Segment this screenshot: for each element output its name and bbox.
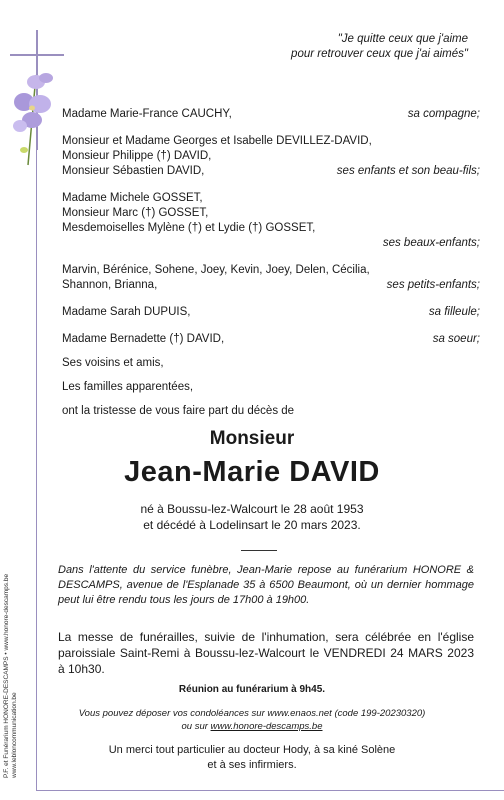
condolences bbox=[0, 707, 504, 733]
condolences-line-1: Vous pouvez déposer vos condoléances sur www.enaos.net (code 199-20230320) bbox=[78, 708, 426, 719]
sidebar-line-2: www.lebloncommunication.be bbox=[11, 692, 18, 778]
thanks-line-1: Un merci tout particulier au docteur Hody, à sa kiné Solène bbox=[108, 744, 396, 756]
mourner-name: Monsieur et Madame Georges et Isabelle DEVILLEZ-DAVID, bbox=[62, 135, 372, 147]
quote-line-1: "Je quitte ceux que j'aime bbox=[337, 33, 468, 45]
mourner-row bbox=[62, 149, 480, 164]
sidebar-credits bbox=[3, 574, 19, 778]
mourner-row bbox=[62, 134, 480, 149]
birth-line: né à Boussu-lez-Walcourt le 28 août 1953 bbox=[140, 502, 364, 516]
title: Monsieur bbox=[209, 428, 295, 449]
sidebar-line-1: P.F. et Funérarium HONORE-DESCAMPS • www.honore-descamps.be bbox=[3, 573, 10, 778]
mourner-name: Mesdemoiselles Mylène (†) et Lydie (†) GOSSET, bbox=[62, 222, 316, 234]
condolences-line-2 bbox=[0, 720, 504, 733]
funeral-home-paragraph: Dans l'attente du service funèbre, Jean-Marie repose au funérarium HONORE & DESCAMPS, avenue de l'Esplanade 35 à 6500 Beaumont, où un dernier hommage peut lui être rendu tous les jours de 17h00 à 19h00. bbox=[58, 564, 474, 606]
announce-line: ont la tristesse de vous faire part du décès de bbox=[62, 405, 295, 417]
mourner-row bbox=[62, 221, 480, 236]
mass-paragraph: La messe de funérailles, suivie de l'inhumation, sera célébrée en l'église paroissiale Saint-Remi à Boussu-lez-Walcourt le VENDREDI 24 MARS 2023 à 10h30. bbox=[58, 630, 474, 676]
mourner-row bbox=[62, 164, 480, 179]
separator bbox=[241, 550, 277, 551]
relation: ses beaux-enfants; bbox=[382, 237, 480, 249]
condolences-link[interactable]: www.honore-descamps.be bbox=[210, 721, 323, 732]
flower-icon bbox=[6, 60, 66, 170]
mourner-name: Madame Bernadette (†) DAVID, bbox=[62, 333, 225, 345]
relation: sa soeur; bbox=[432, 333, 480, 345]
relation: ses enfants et son beau-fils; bbox=[336, 165, 480, 177]
neighbours-line: Ses voisins et amis, bbox=[62, 357, 164, 369]
cross-horizontal bbox=[10, 54, 64, 56]
families-line: Les familles apparentées, bbox=[62, 381, 194, 393]
mourner-name: Shannon, Brianna, bbox=[62, 279, 158, 291]
mourner-row bbox=[62, 107, 480, 122]
mourner-row bbox=[62, 191, 480, 206]
mourner-row bbox=[62, 305, 480, 320]
mourner-row bbox=[62, 236, 480, 251]
reunion-line: Réunion au funérarium à 9h45. bbox=[178, 684, 326, 695]
bottom-border-line bbox=[36, 790, 504, 791]
mourner-row bbox=[62, 278, 480, 293]
mourner-name: Monsieur Sébastien DAVID, bbox=[62, 165, 205, 177]
death-line: et décédé à Lodelinsart le 20 mars 2023. bbox=[143, 518, 361, 532]
mourner-row bbox=[62, 206, 480, 221]
relation: ses petits-enfants; bbox=[386, 279, 480, 291]
relation: sa compagne; bbox=[407, 108, 480, 120]
mourner-name: Monsieur Philippe (†) DAVID, bbox=[62, 150, 212, 162]
relation: sa filleule; bbox=[428, 306, 480, 318]
thanks bbox=[0, 743, 504, 773]
dates bbox=[0, 501, 504, 533]
mourner-name: Marvin, Bérénice, Sohene, Joey, Kevin, Joey, Delen, Cécilia, bbox=[62, 264, 370, 276]
quote-line-2: pour retrouver ceux que j'ai aimés" bbox=[291, 48, 468, 60]
mourner-name: Madame Michele GOSSET, bbox=[62, 192, 203, 204]
deceased-name: Jean-Marie DAVID bbox=[124, 456, 380, 488]
thanks-line-2: et à ses infirmiers. bbox=[207, 759, 297, 771]
mourner-row bbox=[62, 332, 480, 347]
mourner-name: Madame Sarah DUPUIS, bbox=[62, 306, 191, 318]
mourner-row bbox=[62, 263, 480, 278]
quote bbox=[291, 32, 468, 62]
mourner-name: Monsieur Marc (†) GOSSET, bbox=[62, 207, 209, 219]
condolences-prefix: ou sur bbox=[181, 721, 211, 732]
mourner-name: Madame Marie-France CAUCHY, bbox=[62, 108, 232, 120]
